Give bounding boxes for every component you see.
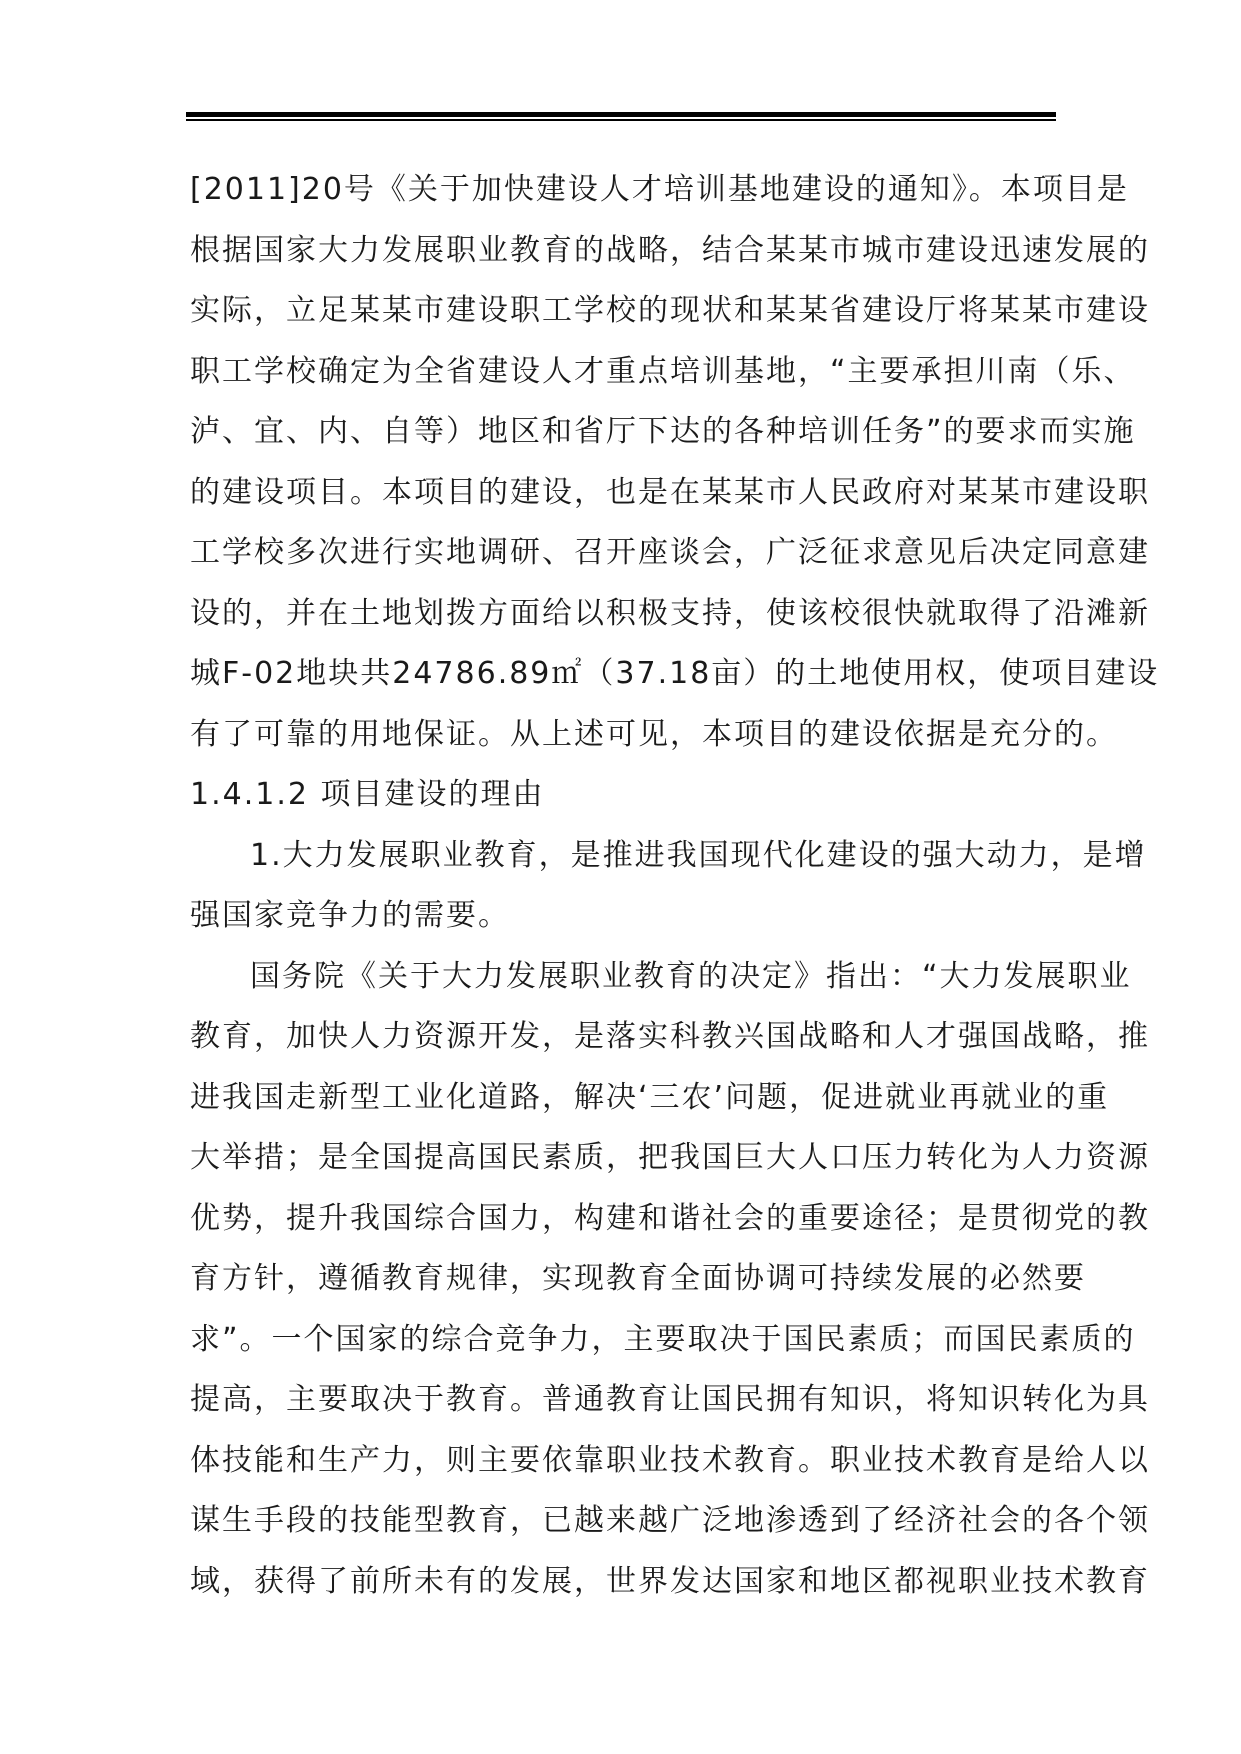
- header-rule-thick: [186, 112, 1056, 117]
- text-line: 国务院《关于大力发展职业教育的决定》指出：“大力发展职业: [250, 958, 1132, 994]
- text-line: 设的，并在土地划拨方面给以积极支持，使该校很快就取得了沿滩新: [190, 595, 1150, 631]
- text-line: 大举措；是全国提高国民素质，把我国巨大人口压力转化为人力资源: [190, 1140, 1150, 1175]
- section-heading: 1.4.1.2 项目建设的理由: [190, 777, 545, 812]
- text-line: 泸、宜、内、自等）地区和省厅下达的各种培训任务”的要求而实施: [190, 414, 1136, 449]
- text-line: 职工学校确定为全省建设人才重点培训基地，“主要承担川南（乐、: [190, 353, 1136, 389]
- text-line: 育方针，遵循教育规律，实现教育全面协调可持续发展的必然要: [190, 1261, 1086, 1296]
- text-line: 根据国家大力发展职业教育的战略，结合某某市城市建设迅速发展的: [190, 232, 1150, 268]
- text-line: 有了可靠的用地保证。从上述可见，本项目的建设依据是充分的。: [190, 716, 1118, 752]
- text-line: 的建设项目。本项目的建设，也是在某某市人民政府对某某市建设职: [190, 474, 1150, 510]
- text-line: 实际，立足某某市建设职工学校的现状和某某省建设厅将某某市建设: [190, 293, 1150, 328]
- header-rule-thin: [186, 119, 1056, 121]
- text-line: 城F-02地块共24786.89㎡（37.18亩）的土地使用权，使项目建设: [190, 656, 1160, 691]
- text-line: 1.大力发展职业教育，是推进我国现代化建设的强大动力，是增: [250, 837, 1147, 873]
- text-line: 工学校多次进行实地调研、召开座谈会，广泛征求意见后决定同意建: [190, 535, 1150, 570]
- text-line: 教育，加快人力资源开发，是落实科教兴国战略和人才强国战略，推: [190, 1019, 1150, 1054]
- text-line: 求”。一个国家的综合竞争力，主要取决于国民素质；而国民素质的: [190, 1321, 1136, 1357]
- text-line: 谋生手段的技能型教育，已越来越广泛地渗透到了经济社会的各个领: [190, 1503, 1150, 1538]
- text-line: 强国家竞争力的需要。: [190, 898, 510, 933]
- body-text: [190, 160, 1160, 1612]
- text-line: [2011]20号《关于加快建设人才培训基地建设的通知》。本项目是: [190, 172, 1129, 207]
- text-line: 进我国走新型工业化道路，解决‘三农’问题，促进就业再就业的重: [190, 1079, 1110, 1115]
- text-line: 域，获得了前所未有的发展，世界发达国家和地区都视职业技术教育: [190, 1563, 1150, 1599]
- text-line: 优势，提升我国综合国力，构建和谐社会的重要途径；是贯彻党的教: [190, 1200, 1150, 1236]
- text-line: 提高，主要取决于教育。普通教育让国民拥有知识，将知识转化为具: [190, 1382, 1150, 1417]
- text-line: 体技能和生产力，则主要依靠职业技术教育。职业技术教育是给人以: [190, 1442, 1150, 1478]
